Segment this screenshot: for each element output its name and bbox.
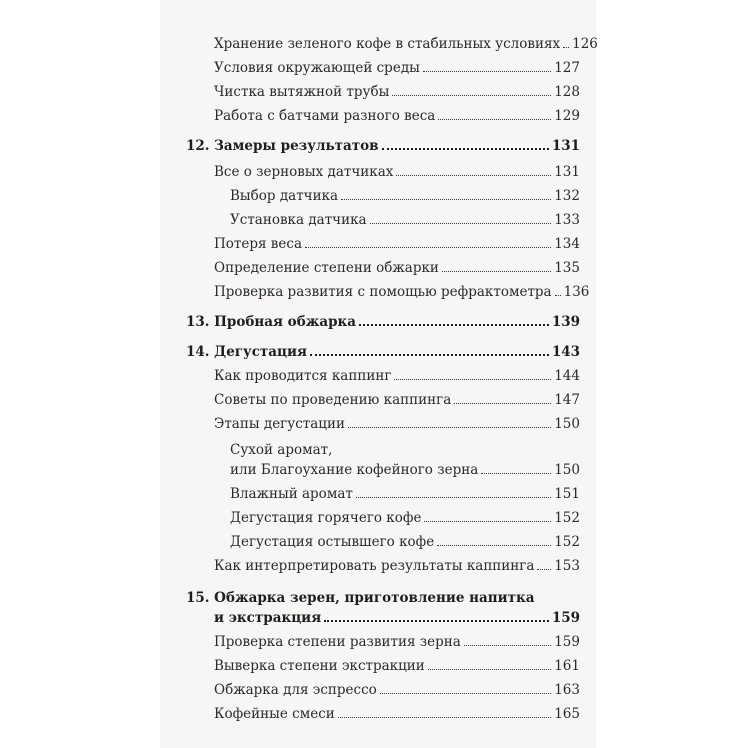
toc-entry <box>186 368 580 384</box>
toc-entry-title: Потеря веса <box>214 236 303 252</box>
toc-entry-title: Дегустация горячего кофе <box>230 510 422 526</box>
leader-dots <box>555 295 561 296</box>
toc-entry-page: 163 <box>554 682 580 698</box>
toc-entry <box>186 558 580 574</box>
toc-chapter-title: 13. Пробная обжарка <box>186 314 357 330</box>
leader-dots <box>324 620 549 622</box>
toc-entry-page: 133 <box>554 212 580 228</box>
leader-dots <box>537 569 551 570</box>
toc-chapter <box>186 314 580 330</box>
toc-entry <box>186 706 580 722</box>
toc-entry <box>186 534 580 550</box>
toc-entry <box>186 510 580 526</box>
toc-entry <box>186 236 580 252</box>
toc-chapter <box>186 138 580 154</box>
leader-dots <box>348 427 551 428</box>
toc-entry-page: 161 <box>554 658 580 674</box>
leader-dots <box>394 379 551 380</box>
leader-dots <box>428 669 551 670</box>
toc-entry <box>186 36 598 52</box>
toc-chapter-page: 143 <box>551 344 580 360</box>
toc-entry-page: 151 <box>554 486 580 502</box>
leader-dots <box>392 95 551 96</box>
leader-dots <box>359 324 549 326</box>
toc-entry-page: 150 <box>554 416 580 432</box>
toc-chapter-page: 139 <box>551 314 580 330</box>
leader-dots <box>338 717 551 718</box>
leader-dots <box>310 354 549 356</box>
toc-chapter-page: 131 <box>551 138 580 154</box>
toc-entry-title: Установка датчика <box>230 212 367 228</box>
toc-chapter <box>186 344 580 360</box>
toc-entry-title: Условия окружающей среды <box>214 60 420 76</box>
toc-entry-title: Дегустация остывшего кофе <box>230 534 435 550</box>
toc-entry-title: Проверка развития с помощью рефрактометра <box>214 284 552 300</box>
toc-entry-page: 131 <box>554 164 580 180</box>
toc-entry-page: 159 <box>554 634 580 650</box>
toc-entry-title: Работа с батчами разного веса <box>214 108 436 124</box>
leader-dots <box>356 497 551 498</box>
toc-entry <box>186 486 580 502</box>
toc-entry-title: Хранение зеленого кофе в стабильных условиях <box>214 36 561 52</box>
leader-dots <box>305 247 551 248</box>
toc-chapter-title: 12. Замеры результатов <box>186 138 379 154</box>
toc-entry-title: Этапы дегустации <box>214 416 345 432</box>
toc-entry <box>186 84 580 100</box>
toc-entry-title: Кофейные смеси <box>214 706 335 722</box>
leader-dots <box>370 223 552 224</box>
leader-dots <box>437 545 551 546</box>
toc-entry-title: Определение степени обжарки <box>214 260 439 276</box>
toc-entry-page: 135 <box>554 260 580 276</box>
toc-entry <box>186 416 580 432</box>
toc-entry-page: 128 <box>554 84 580 100</box>
leader-dots <box>464 645 551 646</box>
toc-entry-title: Выверка степени экстракции <box>214 658 425 674</box>
toc-entry <box>186 60 580 76</box>
toc-entry <box>186 392 580 408</box>
toc-entry-title: или Благоухание кофейного зерна <box>230 462 479 478</box>
toc-entry <box>186 108 580 124</box>
toc-entry <box>186 188 580 204</box>
leader-dots <box>341 199 551 200</box>
toc-entry-title: Как проводится каппинг <box>214 368 392 384</box>
toc-chapter-title: и экстракция <box>214 610 322 626</box>
toc-entry-page: 153 <box>554 558 580 574</box>
toc-entry-title: Обжарка для эспрессо <box>214 682 377 698</box>
toc-chapter <box>186 610 580 626</box>
toc-entry <box>186 284 590 300</box>
toc-entry-page: 126 <box>572 36 598 52</box>
toc-entry <box>186 462 580 478</box>
toc-entry-title: Советы по проведению каппинга <box>214 392 452 408</box>
toc-entry-title-first-line: Сухой аромат, <box>230 442 333 458</box>
toc-entry-page: 152 <box>554 534 580 550</box>
toc-entry-title: Как интерпретировать результаты каппинга <box>214 558 535 574</box>
leader-dots <box>423 71 551 72</box>
toc-chapter-title: 14. Дегустация <box>186 344 307 360</box>
toc-entry-page: 132 <box>554 188 580 204</box>
toc-chapter-title-first-line: 15. Обжарка зерен, приготовление напитка <box>186 590 535 606</box>
leader-dots <box>481 473 551 474</box>
toc-entry <box>186 658 580 674</box>
toc-entry-page: 136 <box>563 284 590 300</box>
leader-dots <box>454 403 551 404</box>
toc-entry-page: 144 <box>554 368 580 384</box>
leader-dots <box>380 693 551 694</box>
toc-entry <box>186 260 580 276</box>
toc-entry-page: 150 <box>554 462 580 478</box>
toc-entry <box>186 682 580 698</box>
toc-entry-title: Чистка вытяжной трубы <box>214 84 390 100</box>
toc-entry-page: 152 <box>554 510 580 526</box>
leader-dots <box>396 175 551 176</box>
toc-entry-title: Выбор датчика <box>230 188 339 204</box>
toc-chapter-page: 159 <box>551 610 580 626</box>
leader-dots <box>563 47 569 48</box>
toc-entry-page: 127 <box>554 60 580 76</box>
toc-entry-title: Проверка степени развития зерна <box>214 634 461 650</box>
toc-entry-page: 147 <box>554 392 580 408</box>
toc-entry <box>186 634 580 650</box>
leader-dots <box>424 521 551 522</box>
toc-entry <box>186 164 580 180</box>
toc-entry-page: 129 <box>554 108 580 124</box>
toc-entry-page: 134 <box>554 236 580 252</box>
toc-entry-title: Влажный аромат <box>230 486 353 502</box>
leader-dots <box>382 148 549 150</box>
toc-entry <box>186 212 580 228</box>
toc-entry-page: 165 <box>554 706 580 722</box>
leader-dots <box>438 119 551 120</box>
leader-dots <box>442 271 551 272</box>
toc-entry-title: Все о зерновых датчиках <box>214 164 394 180</box>
